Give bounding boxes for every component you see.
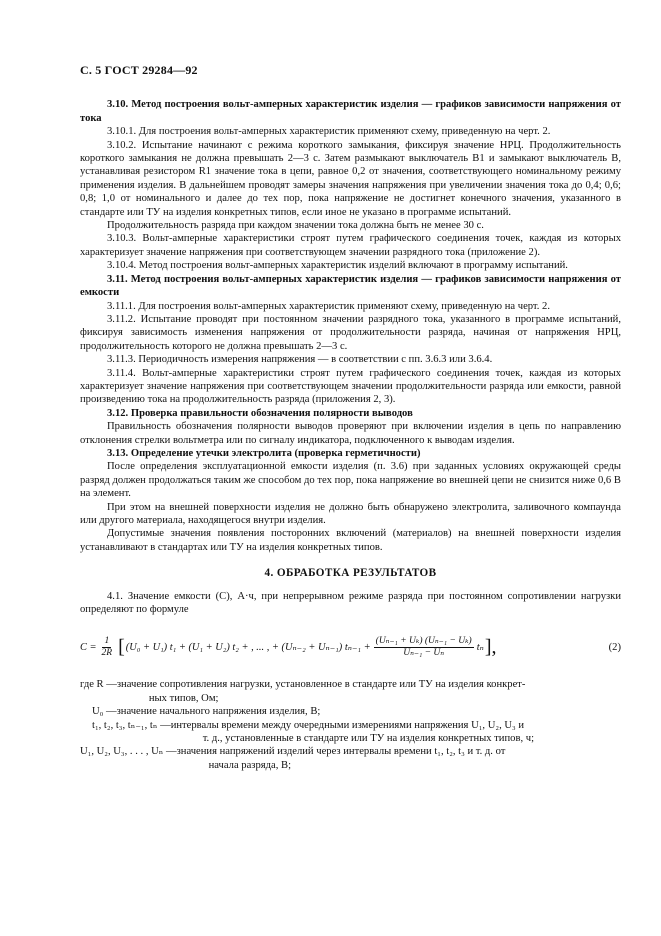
formula-coefficient	[100, 636, 115, 659]
definition-line: значения напряжений изделий через интервалы времени t₁, t₂, t₃ и т. д. от	[176, 746, 506, 758]
section-3-10	[80, 98, 621, 272]
definition-text	[177, 745, 621, 772]
paragraph: 3.11.1. Для построения вольт-амперных характеристик применяют схему, приведенную на черт. 2.	[107, 300, 551, 312]
definition-symbol: где R —	[80, 679, 117, 691]
formula-lhs: C =	[80, 641, 97, 653]
coef-numerator: 1	[104, 635, 110, 646]
definition-line: интервалы времени между очередными измерениями напряжения U₁, U₂, U₃ и	[170, 719, 525, 731]
section-heading: 3.11. Метод построения вольт-амперных характеристик изделия — графиков зависимости напряжения от емкости	[80, 273, 621, 299]
definition-line: т. д., установленные в стандарте или ТУ на изделия конкретных типов, ч;	[202, 733, 535, 745]
definition-symbol: U₀ —	[92, 706, 117, 718]
close-bracket: ],	[484, 635, 497, 658]
section-3-11	[80, 273, 621, 407]
paragraph: Допустимые значения появления посторонних включений (материалов) на внешней поверхности изделия устанавливают в стандартах или ТУ на изделия конкретных типов.	[80, 528, 621, 553]
definition-symbol: U₁, U₂, U₃, . . . , Uₙ —	[80, 746, 177, 758]
formula-tail: tₙ	[476, 641, 484, 653]
definition-line: ных типов, Ом;	[148, 692, 219, 704]
paragraph: 3.11.3. Периодичность измерения напряжения — в соответствии с пп. 3.6.3 или 3.6.4.	[107, 354, 493, 366]
definition-line: начала разряда, В;	[208, 759, 292, 771]
definition-line: значение сопротивления нагрузки, установленное в стандарте или ТУ на изделия конкрет-	[116, 679, 526, 691]
paragraph: 3.10.3. Вольт-амперные характеристики строят путем графического соединения точек, каждая из которых характеризует значение напряжения при соответствующем значении разрядного тока (приложение 2).	[80, 233, 621, 258]
definition-symbol: t₁, t₂, t₃, tₙ₋₁, tₙ —	[92, 719, 171, 731]
definitions-list	[80, 678, 621, 772]
paragraph: Продолжительность разряда при каждом значении тока должна быть не менее 30 с.	[107, 220, 484, 232]
paragraph: 3.10.2. Испытание начинают с режима короткого замыкания, фиксируя значение НРЦ. Продолжительность короткого замыкания не должна превышать 2—3 с. Затем размыкают выключатель В1 и замыкают выключатель В, устанавливая резистором R1 значение тока в цепи, равное 0,2 от значения, соответствующего номинальному режиму применения изделия. В дальнейшем проводят замеры значения напряжения при увеличении значения тока до 0,4; 0,6; 0,8; 1,0 от номинального и далее до тех пор, пока напряжение не достигнет конечного значения, указанного в стандарте или ТУ на изделия конкретных типов, если иное не указано в программе испытаний.	[80, 139, 621, 218]
section-4-title: 4. ОБРАБОТКА РЕЗУЛЬТАТОВ	[264, 567, 437, 580]
formula-body	[80, 636, 591, 659]
paragraph: 3.10.4. Метод построения вольт-амперных характеристик изделий включают в программу испытаний.	[107, 260, 568, 272]
fraction-numerator: (Uₙ₋₁ + Uₖ) (Uₙ₋₁ − Uₖ)	[375, 635, 472, 646]
formula-sum: (U₀ + U₁) t₁ + (U₁ + U₂) t₂ + , ... , + (Uₙ₋₂ + Uₙ₋₁) tₙ₋₁ +	[125, 641, 371, 653]
fraction-denominator: Uₙ₋₁ − Uₙ	[403, 647, 445, 658]
paragraph: Правильность обозначения полярности выводов проверяют при включении изделия в цепь по направлению отклонения стрелки вольтметра или по сигналу индикатора, подключенного к выводам изделия.	[80, 421, 621, 446]
definition-item	[80, 719, 621, 746]
coef-denominator: 2R	[101, 647, 113, 658]
page-header: С. 5 ГОСТ 29284—92	[80, 63, 198, 77]
formula-2	[80, 626, 621, 668]
section-heading: 3.12. Проверка правильности обозначения полярности выводов	[107, 407, 413, 419]
paragraph: 3.10.1. Для построения вольт-амперных характеристик применяют схему, приведенную на черт. 2.	[107, 126, 551, 138]
section-heading: 3.13. Определение утечки электролита (проверка герметичности)	[107, 447, 421, 459]
definition-item	[80, 678, 621, 705]
definition-text	[117, 678, 621, 705]
paragraph: 3.11.4. Вольт-амперные характеристики строят путем графического соединения точек, каждая из которых характеризует значение напряжения при соответствующем значении продолжительности разряда или емкости, равной произведению тока на продолжительность разряда (приложения 2, 3).	[80, 367, 621, 406]
open-bracket: [	[118, 635, 125, 658]
definition-item	[80, 705, 621, 718]
section-heading: 3.10. Метод построения вольт-амперных характеристик изделия — графиков зависимости напряжения от тока	[80, 99, 621, 124]
paragraph: 4.1. Значение емкости (C), А·ч, при непрерывном режиме разряда при постоянном сопротивлении нагрузки определяют по формуле	[80, 590, 621, 616]
paragraph: При этом на внешней поверхности изделия не должно быть обнаружено электролита, заливочного компаунда или другого материала, находящегося внутри изделия.	[80, 501, 621, 526]
section-3-12	[80, 407, 621, 447]
paragraph: После определения эксплуатационной емкости изделия (п. 3.6) при заданных условиях окружающей среды разряд должен продолжаться таким же способом до тех пор, пока напряжение во внешней цепи не снизится ниже 0,6 В на элемент.	[80, 461, 621, 500]
definition-item	[80, 745, 621, 772]
definition-text	[171, 719, 621, 746]
section-3-13	[80, 447, 621, 554]
paragraph: 3.11.2. Испытание проводят при постоянном значении разрядного тока, указанного в программе испытаний, фиксируя зависимость изменения напряжения от продолжительности разряда, начиная от напряжения НРЦ, продолжительность которого не должна превышать 2—3 с.	[80, 313, 621, 352]
definition-text: значение начального напряжения изделия, В;	[116, 706, 321, 718]
formula-fraction	[374, 636, 474, 659]
formula-number: (2)	[608, 641, 621, 653]
